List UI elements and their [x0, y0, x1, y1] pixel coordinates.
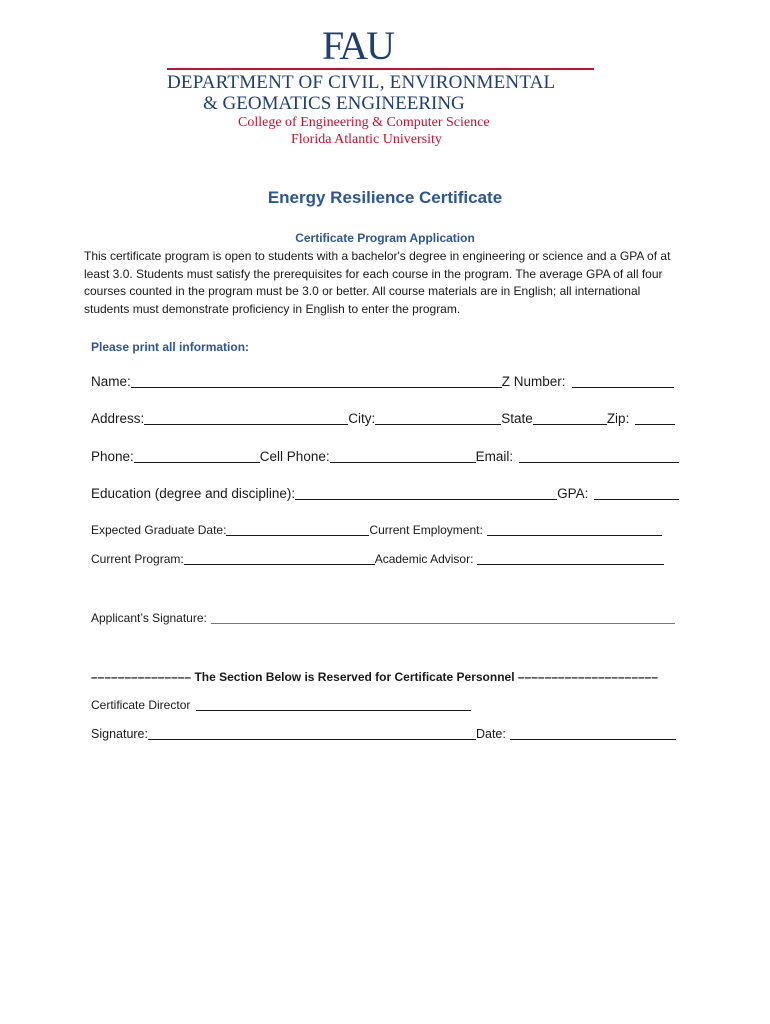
academic-advisor-label: Academic Advisor:	[374, 552, 474, 566]
fau-logo	[322, 23, 422, 68]
expected-graduate-date-label: Expected Graduate Date:	[91, 523, 227, 537]
city-label: City:	[348, 411, 376, 426]
certificate-director-label: Certificate Director	[91, 698, 191, 712]
state-label: State	[501, 411, 533, 426]
city-field[interactable]	[375, 423, 501, 425]
address-row	[91, 411, 675, 427]
current-program-label: Current Program:	[91, 552, 184, 566]
address-field[interactable]	[144, 423, 348, 425]
personnel-date-field[interactable]	[510, 738, 676, 740]
zip-field[interactable]	[635, 423, 675, 425]
applicant-signature-field[interactable]	[211, 622, 675, 624]
academic-advisor-field[interactable]	[477, 563, 664, 565]
header-divider	[167, 68, 594, 70]
expected-graduate-date-field[interactable]	[226, 534, 369, 536]
education-field[interactable]	[295, 498, 557, 500]
address-label: Address:	[91, 411, 145, 426]
graduation-row	[91, 523, 662, 538]
print-instruction: Please print all information:	[91, 340, 250, 354]
certificate-director-field[interactable]	[196, 709, 471, 711]
personnel-date-label: Date:	[475, 727, 506, 741]
cell-phone-label: Cell Phone:	[259, 449, 330, 464]
phone-field[interactable]	[134, 461, 260, 463]
current-employment-field[interactable]	[487, 534, 662, 536]
current-program-field[interactable]	[184, 563, 375, 565]
name-label: Name:	[91, 374, 131, 389]
department-name-line2: & GEOMATICS ENGINEERING	[203, 93, 465, 114]
personnel-signature-field[interactable]	[148, 738, 476, 740]
personnel-signature-row	[91, 727, 676, 742]
department-name-line1: DEPARTMENT OF CIVIL, ENVIRONMENTAL	[167, 72, 556, 93]
education-label: Education (degree and discipline):	[91, 486, 296, 501]
name-field[interactable]	[131, 386, 502, 388]
applicant-signature-label: Applicant’s Signature:	[91, 611, 207, 625]
program-row	[91, 552, 664, 567]
phone-row	[91, 449, 679, 465]
certificate-director-row	[91, 698, 471, 713]
applicant-signature-row	[91, 611, 675, 626]
university-name: Florida Atlantic University	[291, 132, 442, 147]
state-field[interactable]	[533, 423, 607, 425]
phone-label: Phone:	[91, 449, 134, 464]
education-row	[91, 486, 679, 502]
email-field[interactable]	[519, 461, 679, 463]
z-number-label: Z Number:	[501, 374, 566, 389]
gpa-field[interactable]	[594, 498, 679, 500]
college-name: College of Engineering & Computer Science	[238, 115, 490, 130]
zip-label: Zip:	[606, 411, 630, 426]
personnel-signature-label: Signature:	[91, 727, 148, 741]
logo-text: FAU	[322, 23, 394, 68]
name-row	[91, 374, 674, 390]
gpa-label: GPA:	[557, 486, 589, 501]
document-title: Energy Resilience Certificate	[267, 188, 503, 207]
current-employment-label: Current Employment:	[369, 523, 483, 537]
document-subtitle: Certificate Program Application	[295, 231, 475, 245]
email-label: Email:	[475, 449, 514, 464]
z-number-field[interactable]	[572, 386, 674, 388]
intro-paragraph: This certificate program is open to students with a bachelor's degree in engineering or science and a GPA of at least 3.0. Students must satisfy the prerequisites for each course in the program. The average GPA of all four courses counted in the program must be 3.0 or better. All course materials are in English; all international students must demonstrate proficiency in English to enter the program.	[84, 249, 671, 316]
cell-phone-field[interactable]	[330, 461, 476, 463]
reserved-section-heading: ––––––––––––––– The Section Below is Reserved for Certificate Personnel –––––––––––––––––––––	[91, 670, 659, 684]
